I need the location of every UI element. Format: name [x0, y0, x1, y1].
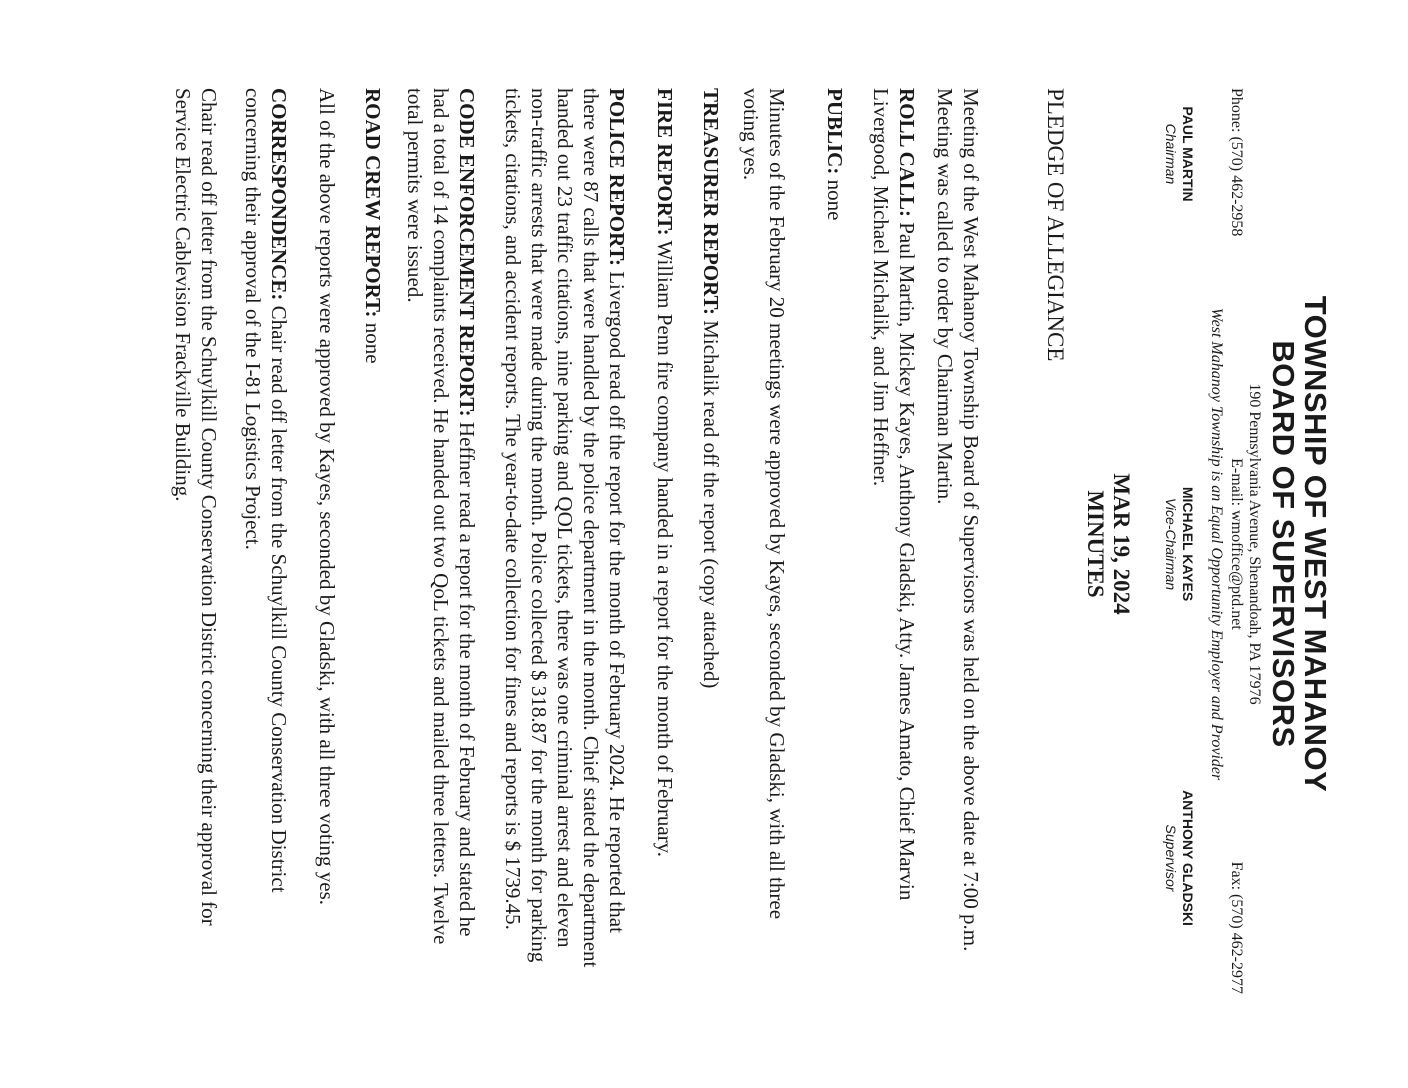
section-heading: ROLL CALL:	[895, 88, 919, 217]
township-title: TOWNSHIP OF WEST MAHANOY	[1298, 295, 1333, 793]
section-heading: CORRESPONDENCE:	[267, 88, 291, 301]
minutes-approval-paragraph: Minutes of the February 20 meetings were approved by Kayes, seconded by Gladski, with all three voting yes.	[739, 88, 789, 920]
section-text: none	[823, 179, 847, 221]
phone: Phone: (570) 462-2958	[1228, 88, 1245, 237]
officer-title: Supervisor	[1163, 824, 1179, 892]
officer-chairman	[1162, 4, 1196, 304]
section-heading: CODE ENFORCEMENT REPORT:	[455, 88, 479, 417]
fire-report	[652, 88, 678, 968]
roll-call-paragraph	[868, 88, 920, 968]
correspondence-paragraph	[240, 88, 292, 968]
letter-paragraph: Chair read off letter from the Schuylkill County Conservation District concerning their approval for Service Electric Cablevision Frackville Building.	[171, 88, 221, 926]
officer-title: Vice-Chairman	[1163, 497, 1179, 591]
officer-vice-chairman	[1162, 394, 1196, 694]
section-text: Livergood read off the report for the month of February 2024. He reported that there were 87 calls that were handled by the police department in the month. Chief stated the department handed out 23 traffic citations, nine parking and QOL tickets, there was one criminal arrest and eleven non-traffic arrests that were made during the month. Police collected $ 318.87 for the month for parking tickets, citations, and accident reports. The year-to-date collection for fines and reports is $ 1739.45.	[501, 88, 629, 968]
meeting-date: MAR 19, 2024	[1109, 473, 1134, 615]
treasurer-report	[698, 88, 724, 968]
address: 190 Pennsylvania Avenue, Shenandoah, PA 17976	[1246, 383, 1263, 705]
officer-name: PAUL MARTIN	[1180, 106, 1196, 202]
section-text: Heffner read a report for the month of February and stated he had a total of 14 complaints received. He handed out two QoL tickets and mailed three letters. Twelve total permits were issued.	[403, 88, 479, 945]
officer-supervisor	[1162, 708, 1196, 1008]
officer-title: Chairman	[1163, 123, 1179, 185]
section-text: Chair read off letter from the Schuylkill County Conservation District concerning their approval of the I-81 Logistics Project.	[241, 88, 291, 893]
email: E-mail: wmoffice@ptd.net	[1228, 458, 1245, 630]
board-title: BOARD OF SUPERVISORS	[1266, 340, 1301, 748]
officer-name: MICHAEL KAYES	[1180, 486, 1196, 602]
intro-paragraph: Meeting of the West Mahanoy Township Board of Supervisors was held on the above date at 7:00 p.m. Meeting was called to order by Chairman Martin.	[933, 88, 983, 952]
police-report	[500, 88, 630, 968]
section-heading: TREASURER REPORT:	[699, 88, 723, 315]
section-heading: POLICE REPORT:	[605, 88, 629, 266]
fax: Fax: (570) 462-2977	[1228, 861, 1245, 994]
section-heading: PUBLIC:	[823, 88, 847, 175]
eeo-statement: West Mahanoy Township is an Equal Opportunity Employer and Provider	[1208, 307, 1225, 781]
meeting-title: MINUTES	[1083, 490, 1108, 598]
section-heading: ROAD CREW REPORT:	[361, 88, 385, 318]
code-enforcement-report	[402, 88, 480, 968]
section-text: Michalik read off the report (copy attached)	[699, 320, 723, 689]
public-paragraph	[822, 88, 848, 968]
section-text: Paul Martin, Mickey Kayes, Anthony Gladski, Atty. James Amato, Chief Marvin Livergood, Michael Michalik, and Jim Heffner.	[869, 88, 919, 901]
road-crew-report	[360, 88, 386, 968]
section-text: none	[361, 322, 385, 364]
section-text: William Penn fire company handed in a report for the month of February.	[653, 240, 677, 858]
officer-name: ANTHONY GLADSKI	[1180, 790, 1196, 926]
section-heading: FIRE REPORT:	[653, 88, 677, 236]
pledge-of-allegiance: PLEDGE OF ALLEGIANCE	[1043, 88, 1068, 362]
reports-approval-paragraph: All of the above reports were approved by Kayes, seconded by Gladski, with all three voting yes.	[315, 88, 339, 906]
